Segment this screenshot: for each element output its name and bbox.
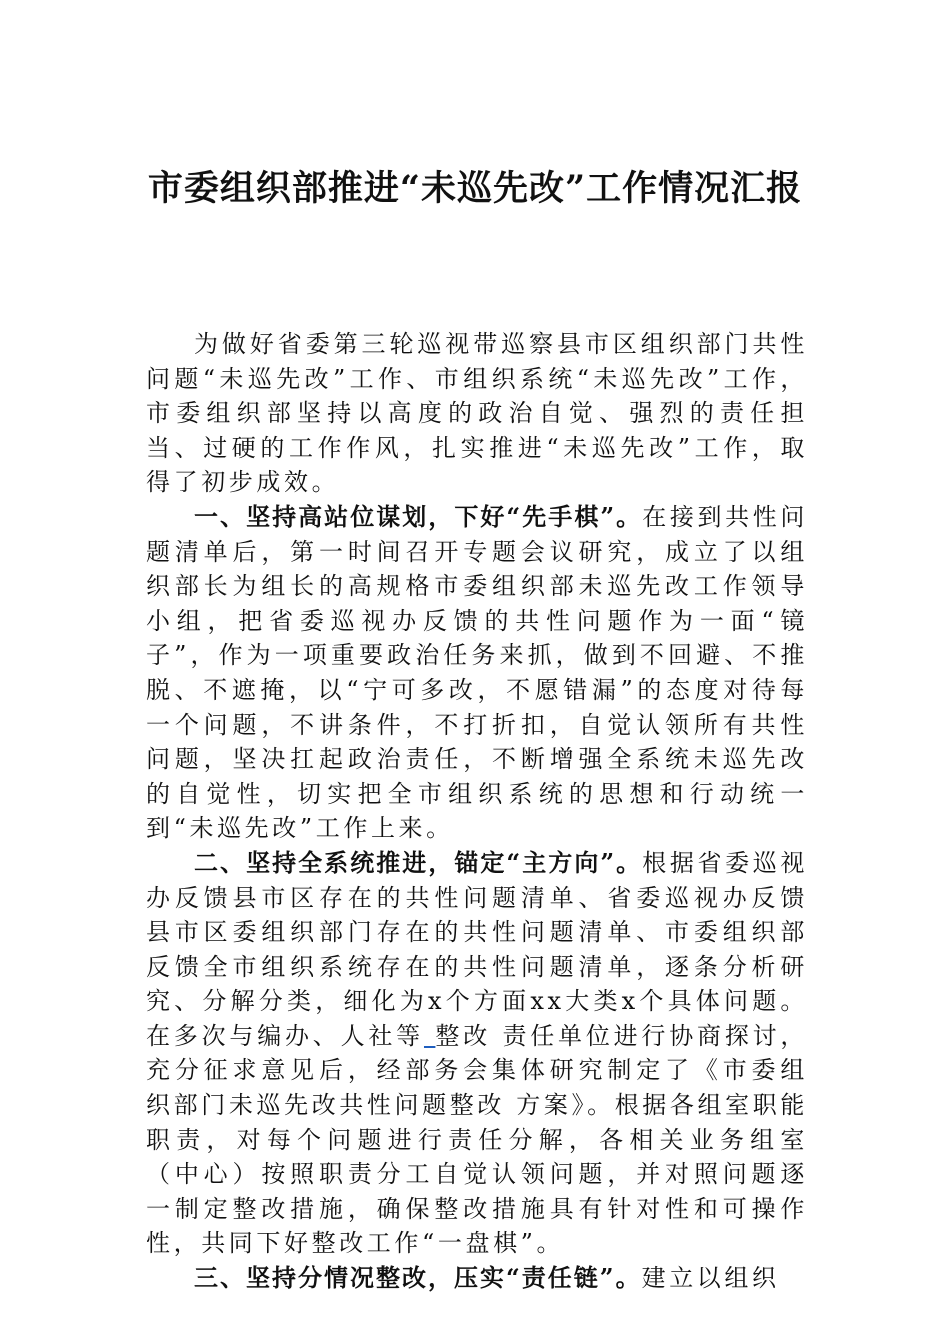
section-heading: 一、坚持高站位谋划，下好“先手棋”。 (194, 501, 643, 531)
paragraph-text: 在接到共性问题清单后，第一时间召开专题会议研究，成立了以组织部长为组长的高规格市委组织部未巡先改工作领导小组，把省委巡视办反馈的共性问题作为一面“镜子”，作为一项重要政治任务来抓，做到不回避、不推脱、不遮掩，以“宁可多改，不愿错漏”的态度对待每一个问题，不讲条件，不打折扣，自觉认领所有共性问题，坚决扛起政治责任，不断增强全系统未巡先改的自觉性，切实把全市组织系统的思想和行动统一到“未巡先改”工作上来。 (146, 502, 809, 843)
paragraph-text: 为做好省委第三轮巡视带巡察县市区组织部门共性问题“未巡先改”工作、市组织系统“未巡先改”工作，市委组织部坚持以高度的政治自觉、强烈的责任担当、过硬的工作作风，扎实推进“未巡先改”工作，取得了初步成效。 (146, 330, 808, 497)
paragraph-section-2 (146, 846, 808, 1261)
paragraph-text: 建立以组织 (641, 1264, 780, 1293)
paragraph-intro (146, 327, 808, 500)
revision-mark (424, 1022, 435, 1050)
paragraph-section-3 (146, 1261, 808, 1296)
document-title: 市委组织部推进“未巡先改”工作情况汇报 (147, 168, 803, 209)
paragraph-section-1 (146, 500, 808, 846)
paragraph-text: 根据省委巡视办反馈县市区存在的共性问题清单、省委巡视办反馈县市区委组织部门存在的共性问题清单、市委组织部反馈全市组织系统存在的共性问题清单，逐条分析研究、分解分类，细化为x个方面xx大类x个具体问题。在多次与编办、人社等 (146, 848, 809, 1050)
paragraph-text: 整改 责任单位进行协商探讨，充分征求意见后，经部务会集体研究制定了《市委组织部门未巡先改共性问题整改 方案》。根据各组室职能职责，对每个问题进行责任分解，各相关业务组室（中心）按照职责分工自觉认领问题，并对照问题逐一制定整改措施，确保整改措施具有针对性和可操作性，共同下好整改工作“一盘棋”。 (146, 1021, 809, 1258)
document-body (146, 327, 808, 1296)
section-heading: 三、坚持分情况整改，压实“责任链”。 (194, 1263, 642, 1293)
section-heading: 二、坚持全系统推进，锚定“主方向”。 (194, 847, 643, 877)
